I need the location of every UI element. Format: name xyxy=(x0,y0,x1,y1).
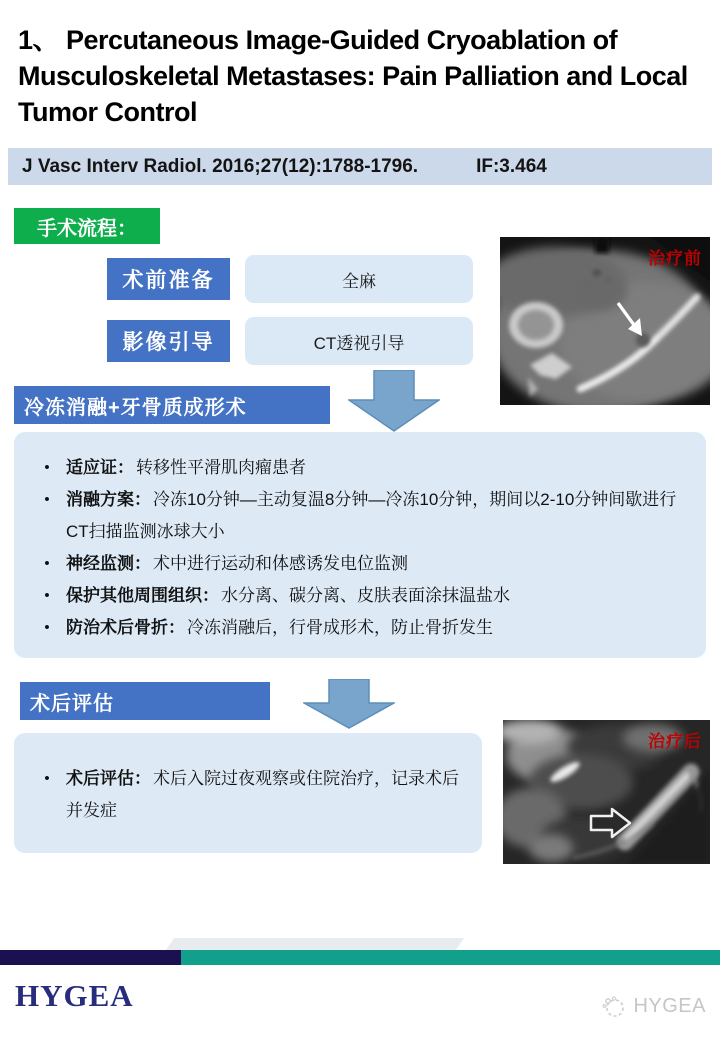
after-treatment-label: 治疗后 xyxy=(648,732,702,751)
bullet-label: 术后评估： xyxy=(66,769,151,788)
bullet-item xyxy=(28,612,688,644)
bullet-text: 术后入院过夜观察或住院治疗，记录术后并发症 xyxy=(66,769,459,820)
bullet-marker: • xyxy=(44,619,50,636)
bullet-item xyxy=(28,452,688,484)
bullet-item xyxy=(28,580,688,612)
bullet-item xyxy=(28,548,688,580)
section-label-procedure-flow: 手术流程： xyxy=(14,208,160,244)
hygea-watermark-text: HYGEA xyxy=(633,994,706,1017)
bullet-marker: • xyxy=(44,491,50,508)
footer-bar-teal xyxy=(181,950,720,965)
hygea-watermark-icon xyxy=(601,994,627,1018)
bullet-marker: • xyxy=(44,555,50,572)
postop-details-list xyxy=(28,763,468,827)
procedure-bar-cryoablation-cementoplasty: 冷冻消融+牙骨质成形术 xyxy=(14,386,330,424)
bullet-text: 转移性平滑肌肉瘤患者 xyxy=(136,458,306,477)
bullet-marker: • xyxy=(44,587,50,604)
footer-bar-navy xyxy=(0,950,181,965)
down-arrow-icon xyxy=(348,370,440,432)
procedure-details-box xyxy=(14,432,706,658)
bullet-text: 术中进行运动和体感诱发电位监测 xyxy=(153,554,408,573)
section-bar-postop-assessment: 术后评估 xyxy=(20,682,270,720)
bullet-label: 防治术后骨折： xyxy=(66,618,185,637)
bullet-label: 消融方案： xyxy=(66,490,151,509)
bullet-label: 神经监测： xyxy=(66,554,151,573)
flow-step-image-guidance: 影像引导 xyxy=(107,320,230,362)
procedure-details-list xyxy=(28,452,688,644)
mri-image-after-treatment xyxy=(503,720,710,864)
bullet-label: 保护其他周围组织： xyxy=(66,586,219,605)
flow-detail-ct-guidance: CT透视引导 xyxy=(245,317,473,365)
hygea-logo-text: HYGEA xyxy=(15,978,134,1013)
down-arrow-icon xyxy=(303,679,395,729)
citation-bar xyxy=(8,148,712,185)
flow-detail-anesthesia: 全麻 xyxy=(245,255,473,303)
flow-step-preop: 术前准备 xyxy=(107,258,230,300)
postop-details-box xyxy=(14,733,482,853)
ct-image-before-treatment xyxy=(500,237,710,405)
citation-journal: J Vasc Interv Radiol. 2016;27(12):1788-1796. xyxy=(22,155,419,177)
bullet-item xyxy=(28,484,688,548)
bullet-text: 冷冻消融后，行骨成形术，防止骨折发生 xyxy=(187,618,493,637)
bullet-item xyxy=(28,763,468,827)
footer-watermark-streak xyxy=(166,938,464,950)
hygea-watermark xyxy=(601,994,706,1018)
before-treatment-label: 治疗前 xyxy=(648,249,702,268)
page-title: 1、 Percutaneous Image-Guided Cryoablation of Musculoskeletal Metastases: Pain Palliation and Local Tumor Control xyxy=(18,25,688,127)
bullet-marker: • xyxy=(44,459,50,476)
bullet-text: 冷冻10分钟—主动复温8分钟—冷冻10分钟，期间以2-10分钟间歇进行CT扫描监测冰球大小 xyxy=(66,490,677,541)
bullet-marker: • xyxy=(44,770,50,787)
bullet-text: 水分离、碳分离、皮肤表面涂抹温盐水 xyxy=(221,586,510,605)
bullet-label: 适应证： xyxy=(66,458,134,477)
impact-factor: IF:3.464 xyxy=(476,155,547,177)
